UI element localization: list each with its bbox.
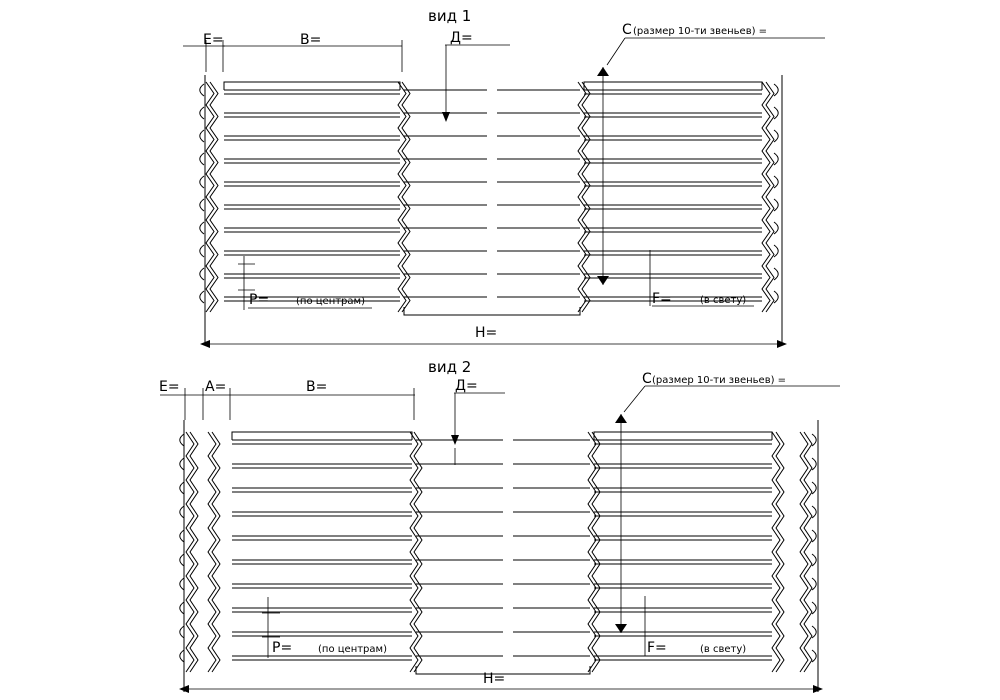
hairpin-right — [812, 506, 816, 518]
hairpin-left — [180, 506, 184, 518]
view-2-c-note: (размер 10-ти звеньев) = — [652, 375, 787, 386]
hairpin-right — [774, 268, 778, 280]
view-1-c-note: (размер 10-ти звеньев) = — [633, 26, 768, 37]
right-block-top — [584, 82, 762, 90]
view-2-p-note: (по центрам) — [318, 644, 387, 655]
hairpin-left — [180, 626, 184, 638]
hairpin-left — [180, 554, 184, 566]
mid-block-bottom — [404, 307, 580, 315]
view-2-c-label: С — [642, 371, 652, 387]
view-2-p-label: P= — [272, 640, 293, 656]
hairpin-right — [774, 199, 778, 211]
view-1-c-label: С — [622, 22, 632, 38]
hairpin-left — [180, 602, 184, 614]
hairpin-left — [200, 153, 204, 165]
view-1-b-label: B= — [300, 32, 322, 48]
hairpin-right — [812, 554, 816, 566]
view-2-e-label: E= — [159, 379, 180, 395]
hairpin-right — [812, 482, 816, 494]
hairpin-left — [180, 578, 184, 590]
view-1-p-note: (по центрам) — [296, 296, 365, 307]
hairpin-left — [180, 530, 184, 542]
hairpin-right — [812, 458, 816, 470]
hairpin-right — [774, 130, 778, 142]
hairpin-right — [774, 153, 778, 165]
view-2-b-label: B= — [306, 379, 328, 395]
hairpin-right — [774, 245, 778, 257]
view-2-h-label: H= — [483, 671, 506, 687]
hairpin-left — [200, 176, 204, 188]
view-1 — [183, 7, 825, 345]
hairpin-right — [812, 578, 816, 590]
view-1-h-label: H= — [475, 325, 498, 341]
view-2-d-label: Д= — [455, 378, 478, 394]
hairpin-left — [200, 268, 204, 280]
hairpin-right — [812, 626, 816, 638]
view-2-title: вид 2 — [428, 358, 472, 376]
hairpin-left — [180, 458, 184, 470]
hairpin-right — [774, 222, 778, 234]
hairpin-right — [774, 176, 778, 188]
hairpin-left — [200, 291, 204, 303]
hairpin-left — [200, 222, 204, 234]
hairpin-left — [200, 199, 204, 211]
hairpin-left — [180, 650, 184, 662]
hairpin-right — [774, 107, 778, 119]
hairpin-right — [812, 602, 816, 614]
hairpin-left — [180, 434, 184, 446]
view-1-f-note: (в свету) — [700, 295, 747, 306]
hairpin-left — [180, 482, 184, 494]
view-1-p-label: P= — [249, 292, 270, 308]
hairpin-right — [774, 84, 778, 96]
view-1-e-label: E= — [203, 32, 224, 48]
hairpin-left — [200, 107, 204, 119]
hairpin-right — [812, 530, 816, 542]
view-1-wire-rows — [224, 82, 762, 315]
hairpin-right — [812, 650, 816, 662]
view-2-a-label: A= — [205, 379, 227, 395]
hairpin-right — [812, 434, 816, 446]
hairpin-left — [200, 84, 204, 96]
hairpin-left — [200, 245, 204, 257]
hairpin-right — [774, 291, 778, 303]
left-block-top — [224, 82, 400, 90]
view-1-f-label: F= — [652, 291, 672, 307]
view-2-f-label: F= — [647, 640, 667, 656]
view-2-f-note: (в свету) — [700, 644, 747, 655]
left-block-top — [232, 432, 412, 440]
view-1-d-label: Д= — [450, 30, 473, 46]
hairpin-left — [200, 130, 204, 142]
view-2-wire-rows — [232, 432, 772, 674]
view-2 — [159, 358, 840, 692]
view-1-title: вид 1 — [428, 7, 472, 25]
